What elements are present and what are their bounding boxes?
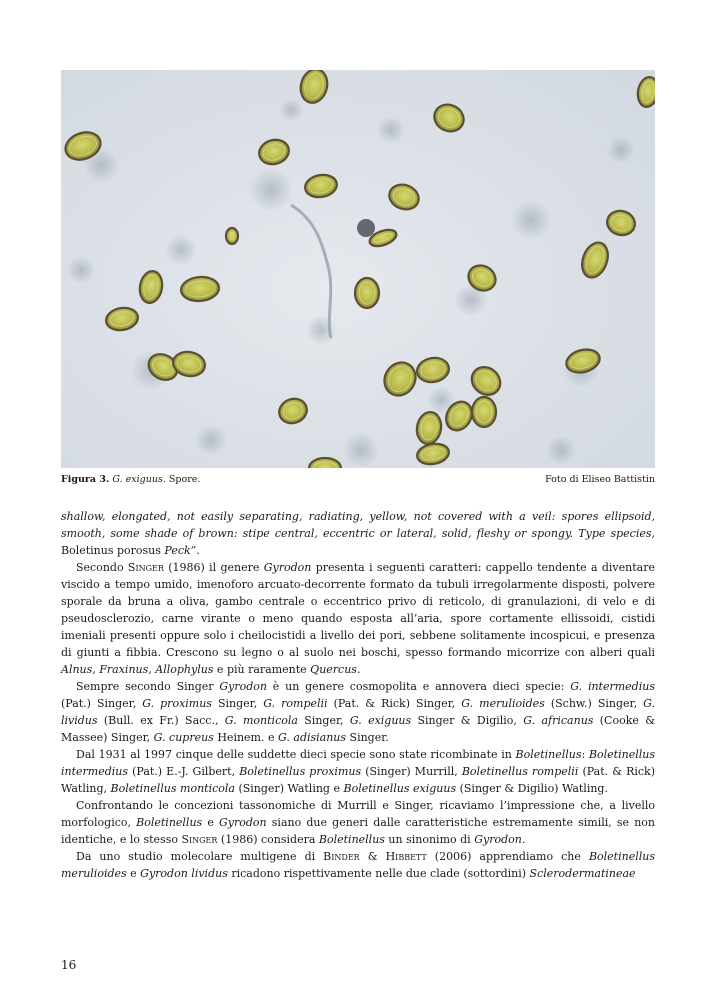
text-run: Dal 1931 al 1997 cinque delle suddette dieci specie sono state ricombinate in: [76, 748, 516, 761]
text-run: Singer,: [211, 697, 264, 710]
page-number: 16: [61, 958, 77, 972]
text-run: (2006) apprendiamo che: [426, 850, 589, 863]
paragraph: [61, 508, 655, 559]
spore: [466, 361, 506, 400]
text-run: Singer,: [297, 714, 350, 727]
spore: [416, 441, 451, 466]
text-run: Singer: [127, 561, 164, 574]
text-run: è un genere cosmopolita e annovera dieci specie:: [266, 680, 571, 693]
caption-species: G. exiguus: [112, 474, 163, 485]
text-run: (Pat. & Rick) Watling,: [61, 765, 655, 795]
spore: [180, 275, 220, 302]
text-run: Gyrodon: [474, 833, 522, 846]
text-run: Peck”.: [164, 544, 200, 557]
spore: [226, 228, 238, 244]
spore: [604, 208, 637, 238]
spore: [256, 137, 291, 168]
text-run: Gyrodon: [263, 561, 312, 574]
text-run: (Cooke & Massee) Singer,: [61, 714, 656, 744]
caption-main: [61, 473, 200, 487]
text-run: (1986) il genere: [163, 561, 264, 574]
figure-caption: [61, 473, 655, 487]
text-run: Boletinellus: [136, 816, 203, 829]
spore: [414, 410, 443, 446]
caption-label: Figura 3.: [61, 474, 110, 485]
text-run: Boletinellus intermedius: [61, 748, 655, 778]
text-run: G. proximus: [142, 697, 212, 710]
text-run: (Pat. & Rick) Singer,: [327, 697, 462, 710]
spore: [276, 395, 311, 427]
paragraph: [61, 848, 655, 882]
spore: [297, 70, 331, 106]
text-run: Alnus, Fraxinus, Allophylus: [61, 663, 214, 676]
spore-micrograph: [61, 70, 655, 468]
text-run: (Singer) Murrill,: [361, 765, 462, 778]
text-run: Gyrodon: [219, 816, 267, 829]
text-run: Confrontando le concezioni tassonomiche di Murrill e Singer, ricaviamo l’impressione che, a livello morfologico,: [61, 799, 655, 829]
text-run: Da uno studio molecolare multigene di: [76, 850, 324, 863]
text-run: (Singer) Watling e: [234, 782, 344, 795]
paragraph: [61, 559, 655, 678]
text-run: (Singer & Digilio) Watling.: [456, 782, 608, 795]
text-run: Boletinus porosus: [61, 544, 165, 557]
debris-blur: [249, 168, 293, 212]
text-run: Heinem. e: [213, 731, 278, 744]
text-run: G. monticola: [224, 714, 298, 727]
debris-blur: [377, 116, 405, 144]
text-run: (Schw.) Singer,: [544, 697, 644, 710]
debris-blur: [279, 98, 303, 122]
spore: [379, 357, 422, 401]
spore: [137, 269, 164, 304]
text-run: Gyrodon: [219, 680, 267, 693]
text-run: Boletinellus merulioides: [61, 850, 655, 880]
body-text: [61, 508, 655, 882]
text-run: G. adisianus: [278, 731, 347, 744]
text-run: G. merulioides: [461, 697, 545, 710]
text-run: Singer: [181, 833, 218, 846]
text-run: presenta i seguenti caratteri: cappello tendente a diventare viscido a tempo umido, imenoforo arcuato-decorrente formato da tubuli irregolarmente disposti, polvere sporale da bruna a oliva, gambo centrale o eccentrico privo di reticolo, di granulazioni, di velo e di pseudosclerozio, carne virante o meno quando esposta all’aria, spore cortamente ellissoidi, cistidi imeniali presenti oppure solo i cheilocistidi a livello dei pori, sebbene solitamente incospicui, e presenza di giunti a fibbia. Crescono su legno o al suolo nei boschi, spesso formando micorrize con alberi quali: [61, 561, 655, 659]
debris-blur: [306, 315, 336, 345]
text-run: Sclerodermatineae: [529, 867, 636, 880]
paragraph: [61, 746, 655, 797]
text-run: Sempre secondo Singer: [76, 680, 220, 693]
text-run: Boletinellus: [318, 833, 385, 846]
debris-blur: [165, 234, 197, 266]
text-run: siano due generi dalle caratteristiche estremamente simili, se non identiche, e lo stesso: [61, 816, 655, 846]
text-run: G. intermedius: [570, 680, 655, 693]
text-run: G. rompelii: [263, 697, 328, 710]
dark-particle: [357, 219, 375, 237]
text-run: un sinonimo di: [384, 833, 475, 846]
text-run: Binder & Hibbett: [323, 850, 427, 863]
spore: [303, 172, 338, 199]
text-run: Boletinellus exiguus: [343, 782, 457, 795]
text-run: shallow, elongated, not easily separating, radiating, yellow, not covered with a veil: spores ellipsoid, smooth, some shade of brown: stipe central, eccentric or lateral, solid, fleshy or spongy. Type species,: [61, 510, 655, 540]
text-run: Singer.: [346, 731, 389, 744]
text-run: Secondo: [76, 561, 128, 574]
text-run: G. cupreus: [153, 731, 214, 744]
text-run: .: [521, 833, 526, 846]
text-run: e: [126, 867, 141, 880]
debris-blur: [195, 424, 227, 456]
spore: [578, 239, 613, 281]
text-run: e più raramente: [213, 663, 311, 676]
text-run: Boletinellus rompelii: [461, 765, 579, 778]
text-run: .: [356, 663, 361, 676]
text-run: Quercus: [310, 663, 357, 676]
spore: [104, 305, 139, 332]
text-run: (Pat.) Singer,: [61, 697, 143, 710]
paragraph: [61, 678, 655, 746]
spore: [355, 278, 379, 308]
spore: [430, 100, 468, 136]
text-run: Boletinellus: [515, 748, 582, 761]
text-run: (Pat.) E.-J. Gilbert,: [128, 765, 240, 778]
text-run: Singer & Digilio,: [411, 714, 524, 727]
text-run: G. lividus: [61, 697, 656, 727]
text-run: Boletinellus monticola: [110, 782, 235, 795]
spore: [386, 181, 422, 214]
text-run: e: [202, 816, 219, 829]
caption-text: . Spore.: [162, 474, 201, 485]
debris-blur: [546, 435, 576, 465]
spore: [472, 397, 496, 427]
paragraph: [61, 797, 655, 848]
text-run: (Bull. ex Fr.) Sacc.,: [97, 714, 225, 727]
spore: [636, 75, 655, 108]
debris-blur: [607, 136, 635, 164]
text-run: ricadono rispettivamente nelle due clade (sottordini): [227, 867, 530, 880]
text-run: G. africanus: [523, 714, 594, 727]
text-run: (1986) considera: [217, 833, 319, 846]
debris-blur: [343, 432, 379, 468]
text-run: Gyrodon lividus: [140, 867, 228, 880]
text-run: G. exiguus: [349, 714, 412, 727]
spore: [309, 458, 341, 468]
text-run: :: [581, 748, 589, 761]
spore: [415, 355, 451, 384]
photo-credit: Foto di Eliseo Battistin: [545, 474, 655, 485]
text-run: Boletinellus proximus: [239, 765, 362, 778]
debris-blur: [67, 256, 95, 284]
debris-blur: [511, 200, 551, 240]
